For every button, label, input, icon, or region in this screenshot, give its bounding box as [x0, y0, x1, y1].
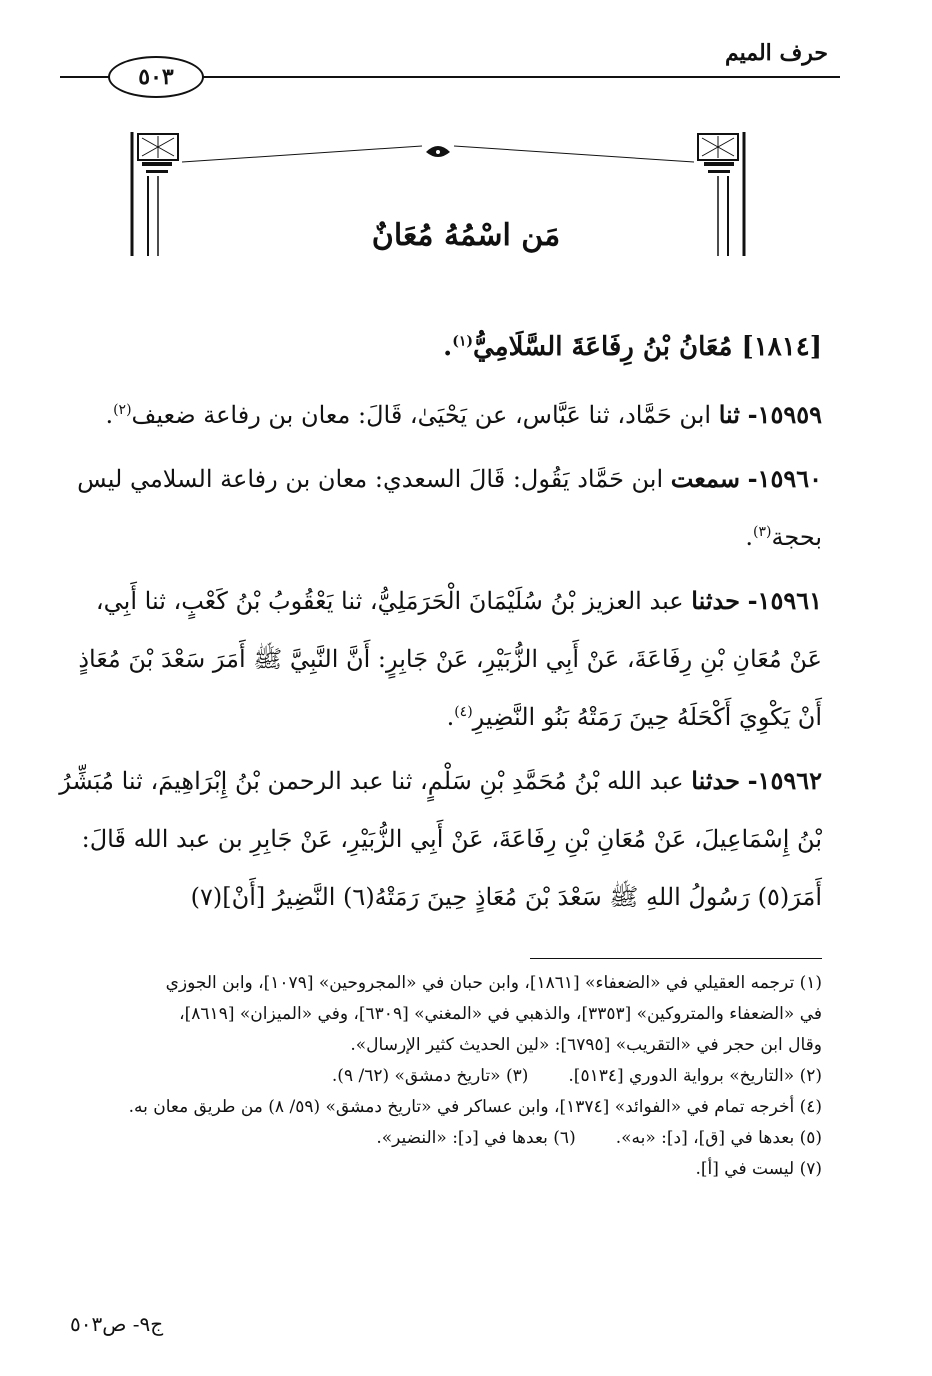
footnotes	[52, 968, 822, 1185]
hadith-text: ابن حَمَّاد يَقُول: قَالَ السعدي: معان بن رفاعة السلامي ليس بحجة	[77, 465, 822, 551]
hadith-entry	[58, 450, 822, 566]
hadith-end: .	[105, 401, 114, 429]
volume-page-signature: ج٩- ص٥٠٣	[70, 1312, 164, 1336]
footnote-1: (١) ترجمه العقيلي في «الضعفاء» [١٨٦١]، وابن حبان في «المجروحين» [١٠٧٩]، وابن الجوزي	[165, 973, 822, 993]
hadith-number: ١٥٩٦٢-	[747, 766, 822, 795]
entry-heading-text: [١٨١٤] مُعَانُ بْنُ رِفَاعَةَ السَّلَامِيُّ	[472, 332, 822, 362]
footnote-6: (٦) بعدها في [د]: «النضير».	[376, 1128, 576, 1148]
hadith-end: .	[745, 523, 753, 551]
footnote-1-cont: في «الضعفاء والمتروكين» [٣٣٥٣]، والذهبي في «المغني» [٦٣٠٩]، وفي «الميزان» [٨٦١٩]،	[179, 1004, 822, 1024]
footnote-5: (٥) بعدها في [ق]، [د]: «به».	[615, 1128, 822, 1148]
hadith-entry	[58, 752, 822, 926]
hadith-end: .	[446, 703, 455, 731]
entry-heading	[58, 318, 822, 376]
hadith-text: عبد العزيز بْنُ سُلَيْمَانَ الْحَرَمَلِيُّ، ثنا يَعْقُوبُ بْنُ كَعْبٍ، ثنا أَبِي، عَنْ مُعَانِ بْنِ رِفَاعَةَ، عَنْ أَبِي الزُّبَيْرِ، عَنْ جَابِرٍ: أَنَّ النَّبِيَّ ﷺ أَمَرَ سَعْدَ بْنَ مُعَاذٍ أَنْ يَكْوِيَ أَكْحَلَهُ حِينَ رَمَتْهُ بَنُو النَّضِيرِ	[78, 587, 822, 731]
running-head: حرف الميم	[724, 40, 828, 66]
hadith-keyword: ثنا	[718, 400, 740, 429]
footnote-2: (٢) «التاريخ» برواية الدوري [٥١٣٤].	[568, 1066, 822, 1086]
main-text	[58, 318, 822, 932]
hadith-text: عبد الله بْنُ مُحَمَّدِ بْنِ سَلْمٍ، ثنا عبد الرحمن بْنُ إِبْرَاهِيمَ، ثنا مُبَشِّرُ بْنُ إِسْمَاعِيلَ، عَنْ مُعَانِ بْنِ رِفَاعَةَ، عَنْ أَبِي الزُّبَيْرِ، عَنْ جَابِرِ بن عبد الله قَالَ: أَمَرَ(٥) رَسُولُ اللهِ ﷺ سَعْدَ بْنَ مُعَاذٍ حِينَ رَمَتْهُ(٦) النَّضِيرُ [أَنْ](٧)	[59, 767, 822, 911]
footnote-4: (٤) أخرجه تمام في «الفوائد» [١٣٧٤]، وابن عساكر في «تاريخ دمشق» (٥٩/ ٨) من طريق معان به.	[128, 1097, 822, 1117]
hadith-keyword: سمعت	[670, 464, 740, 493]
footnote-ref: (٢)	[113, 402, 132, 418]
page-number-badge	[108, 56, 204, 98]
hadith-entry	[58, 572, 822, 746]
hadith-keyword: حدثنا	[691, 766, 740, 795]
footnote-3: (٣) «تاريخ دمشق» (٦٢/ ٩).	[331, 1066, 529, 1086]
footnote-rule	[530, 958, 822, 959]
entry-heading-end: .	[443, 332, 453, 362]
footnote-row	[52, 1061, 822, 1092]
hadith-keyword: حدثنا	[691, 586, 740, 615]
footnote-row	[52, 1123, 822, 1154]
hadith-text: ابن حَمَّاد، ثنا عَبَّاس، عن يَحْيَىٰ، قَالَ: معان بن رفاعة ضعيف	[131, 401, 712, 429]
footnote-7: (٧) ليست في [أ].	[695, 1159, 822, 1179]
hadith-entry	[58, 386, 822, 444]
hadith-number: ١٥٩٦١-	[747, 586, 822, 615]
footnote-ref: (١)	[452, 333, 473, 350]
footnote-1-cont: وقال ابن حجر في «التقريب» [٦٧٩٥]: «لين الحديث كثير الإرسال».	[350, 1035, 822, 1055]
page-number: ٥٠٣	[138, 64, 174, 90]
hadith-number: ١٥٩٦٠-	[747, 464, 822, 493]
footnote-ref: (٣)	[753, 524, 772, 540]
chapter-title: مَن اسْمُهُ مُعَانٌ	[371, 218, 561, 253]
hadith-number: ١٥٩٥٩-	[747, 400, 822, 429]
footnote-ref: (٤)	[454, 704, 473, 720]
